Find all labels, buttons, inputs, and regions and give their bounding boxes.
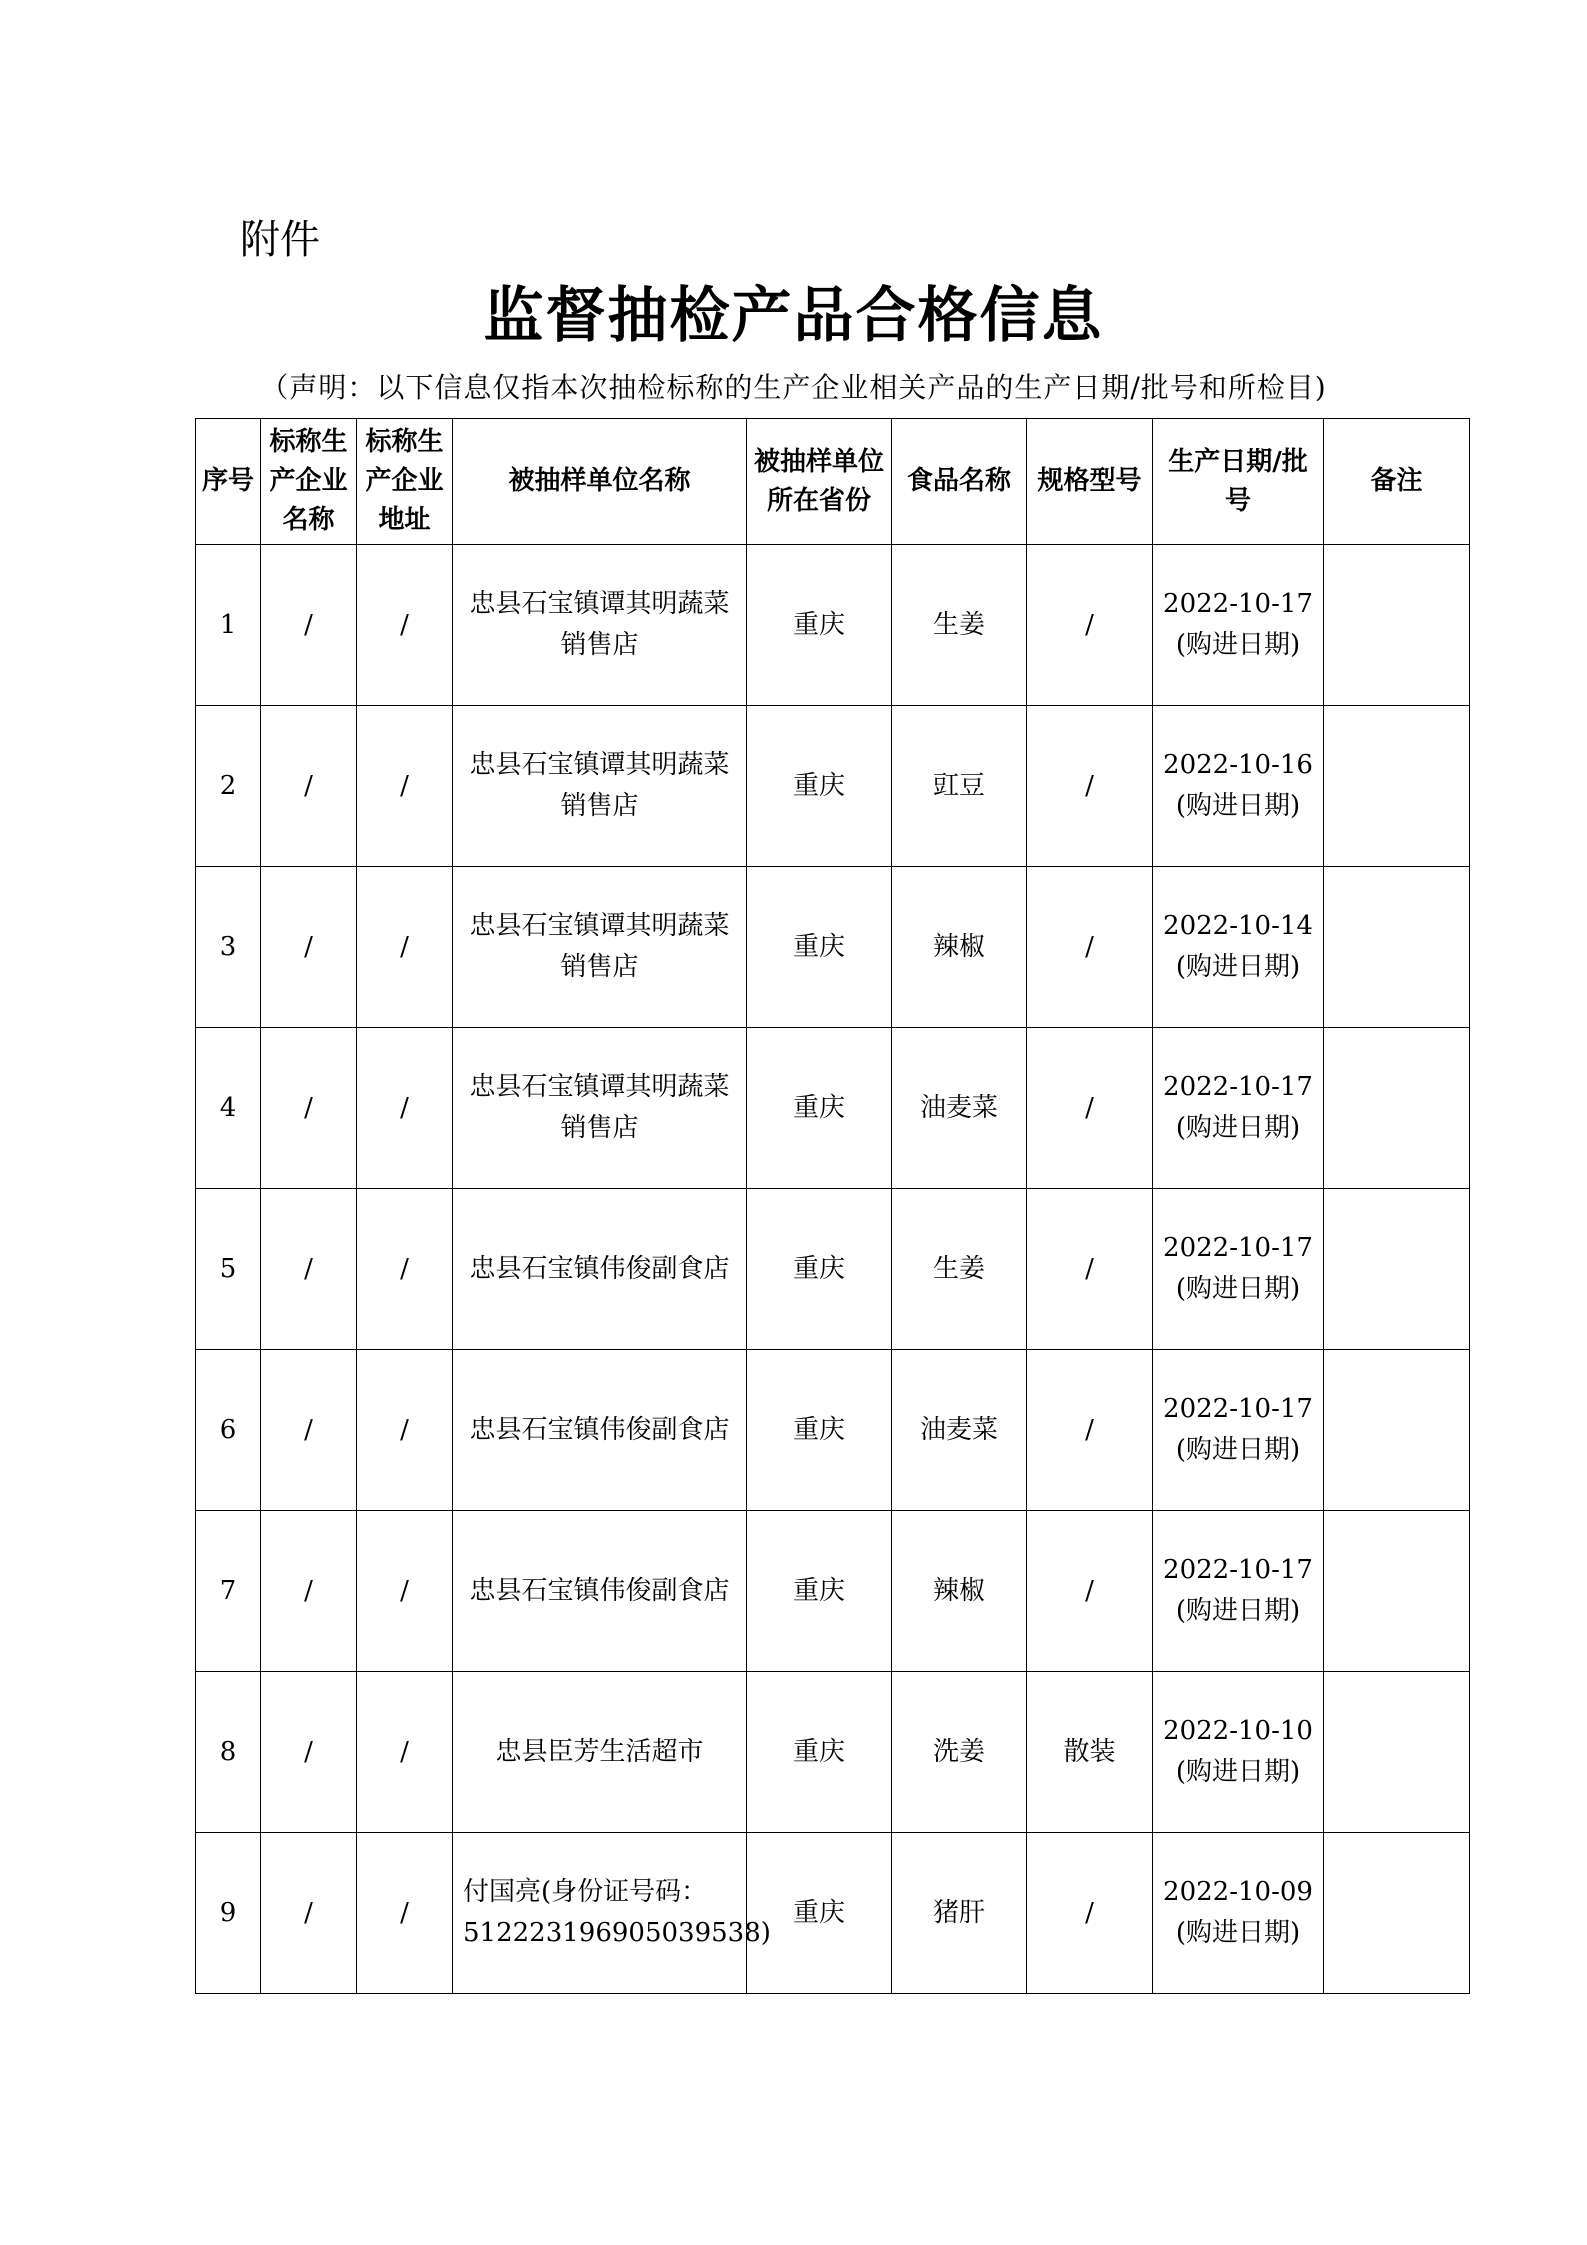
food-name-cell: 油麦菜: [892, 1028, 1027, 1189]
sampled-unit-name-cell: 忠县石宝镇谭其明蔬菜销售店: [453, 706, 747, 867]
header-cell: 规格型号: [1027, 419, 1153, 545]
header-cell: 备注: [1324, 419, 1470, 545]
specification-cell: /: [1027, 706, 1153, 867]
row-number-cell: 9: [196, 1833, 261, 1994]
specification-cell: /: [1027, 1511, 1153, 1672]
manufacturer-address-cell: /: [357, 1350, 453, 1511]
table-row: [196, 1350, 1470, 1511]
food-name-cell: 生姜: [892, 545, 1027, 706]
document-title: 监督抽检产品合格信息: [483, 281, 1104, 351]
manufacturer-address-cell: /: [357, 1672, 453, 1833]
header-cell: 食品名称: [892, 419, 1027, 545]
row-number-cell: 2: [196, 706, 261, 867]
production-date-cell: [1153, 1672, 1324, 1833]
disclaimer-note: （声明：以下信息仅指本次抽检标称的生产企业相关产品的生产日期/批号和所检目): [260, 371, 1327, 404]
province-cell: 重庆: [747, 545, 892, 706]
specification-cell: /: [1027, 1028, 1153, 1189]
attachment-label: 附件: [240, 217, 320, 263]
date-value: 2022-10-17: [1163, 1233, 1313, 1263]
manufacturer-address-cell: /: [357, 1511, 453, 1672]
date-note: (购进日期): [1175, 1596, 1301, 1626]
food-name-cell: 洗姜: [892, 1672, 1027, 1833]
manufacturer-name-cell: /: [261, 545, 357, 706]
production-date-cell: [1153, 1350, 1324, 1511]
manufacturer-name-cell: /: [261, 1511, 357, 1672]
header-cell: 序号: [196, 419, 261, 545]
manufacturer-address-cell: /: [357, 1189, 453, 1350]
manufacturer-name-cell: /: [261, 706, 357, 867]
table-row: [196, 706, 1470, 867]
date-note: (购进日期): [1175, 1435, 1301, 1465]
sampled-unit-name-cell: 忠县石宝镇伟俊副食店: [453, 1511, 747, 1672]
specification-cell: /: [1027, 1189, 1153, 1350]
production-date-cell: [1153, 545, 1324, 706]
inspection-results-table: [195, 418, 1470, 1994]
sampled-unit-name-cell: 忠县石宝镇谭其明蔬菜销售店: [453, 1028, 747, 1189]
date-note: (购进日期): [1175, 952, 1301, 982]
header-cell: 标称生产企业名称: [261, 419, 357, 545]
manufacturer-name-cell: /: [261, 867, 357, 1028]
food-name-cell: 辣椒: [892, 1511, 1027, 1672]
remark-cell: [1324, 706, 1470, 867]
province-cell: 重庆: [747, 1350, 892, 1511]
table-header-row: [196, 419, 1470, 545]
table-row: [196, 867, 1470, 1028]
food-name-cell: 生姜: [892, 1189, 1027, 1350]
production-date-cell: [1153, 1833, 1324, 1994]
date-value: 2022-10-10: [1163, 1716, 1313, 1746]
province-cell: 重庆: [747, 706, 892, 867]
manufacturer-address-cell: /: [357, 545, 453, 706]
manufacturer-name-cell: /: [261, 1189, 357, 1350]
sampled-unit-name-cell: 忠县石宝镇伟俊副食店: [453, 1350, 747, 1511]
date-value: 2022-10-17: [1163, 1555, 1313, 1585]
row-number-cell: 5: [196, 1189, 261, 1350]
sampled-unit-name-cell: 忠县石宝镇谭其明蔬菜销售店: [453, 545, 747, 706]
specification-cell: /: [1027, 1350, 1153, 1511]
manufacturer-name-cell: /: [261, 1028, 357, 1189]
row-number-cell: 6: [196, 1350, 261, 1511]
date-value: 2022-10-09: [1163, 1877, 1313, 1907]
row-number-cell: 7: [196, 1511, 261, 1672]
date-value: 2022-10-17: [1163, 589, 1313, 619]
sampled-unit-name-cell: 忠县臣芳生活超市: [453, 1672, 747, 1833]
manufacturer-name-cell: /: [261, 1833, 357, 1994]
row-number-cell: 4: [196, 1028, 261, 1189]
remark-cell: [1324, 1189, 1470, 1350]
food-name-cell: 辣椒: [892, 867, 1027, 1028]
food-name-cell: 猪肝: [892, 1833, 1027, 1994]
remark-cell: [1324, 1672, 1470, 1833]
row-number-cell: 1: [196, 545, 261, 706]
sampled-unit-name-cell: 付国亮(身份证号码：512223196905039538): [453, 1833, 747, 1994]
header-cell: 被抽样单位名称: [453, 419, 747, 545]
table-row: [196, 1672, 1470, 1833]
remark-cell: [1324, 545, 1470, 706]
production-date-cell: [1153, 1028, 1324, 1189]
header-cell: 被抽样单位所在省份: [747, 419, 892, 545]
manufacturer-address-cell: /: [357, 1833, 453, 1994]
sampled-unit-name-cell: 忠县石宝镇伟俊副食店: [453, 1189, 747, 1350]
remark-cell: [1324, 1511, 1470, 1672]
row-number-cell: 3: [196, 867, 261, 1028]
date-note: (购进日期): [1175, 1113, 1301, 1143]
table-row: [196, 1189, 1470, 1350]
date-note: (购进日期): [1175, 630, 1301, 660]
manufacturer-address-cell: /: [357, 706, 453, 867]
remark-cell: [1324, 867, 1470, 1028]
production-date-cell: [1153, 1511, 1324, 1672]
date-note: (购进日期): [1175, 791, 1301, 821]
date-value: 2022-10-16: [1163, 750, 1313, 780]
food-name-cell: 豇豆: [892, 706, 1027, 867]
row-number-cell: 8: [196, 1672, 261, 1833]
food-name-cell: 油麦菜: [892, 1350, 1027, 1511]
date-note: (购进日期): [1175, 1918, 1301, 1948]
table-row: [196, 1511, 1470, 1672]
province-cell: 重庆: [747, 867, 892, 1028]
remark-cell: [1324, 1028, 1470, 1189]
production-date-cell: [1153, 1189, 1324, 1350]
manufacturer-address-cell: /: [357, 867, 453, 1028]
manufacturer-name-cell: /: [261, 1350, 357, 1511]
manufacturer-address-cell: /: [357, 1028, 453, 1189]
table-row: [196, 545, 1470, 706]
province-cell: 重庆: [747, 1833, 892, 1994]
specification-cell: /: [1027, 1833, 1153, 1994]
date-note: (购进日期): [1175, 1757, 1301, 1787]
header-cell: 生产日期/批号: [1153, 419, 1324, 545]
specification-cell: /: [1027, 545, 1153, 706]
province-cell: 重庆: [747, 1189, 892, 1350]
sampled-unit-name-cell: 忠县石宝镇谭其明蔬菜销售店: [453, 867, 747, 1028]
production-date-cell: [1153, 867, 1324, 1028]
manufacturer-name-cell: /: [261, 1672, 357, 1833]
province-cell: 重庆: [747, 1511, 892, 1672]
remark-cell: [1324, 1350, 1470, 1511]
table-row: [196, 1833, 1470, 1994]
date-value: 2022-10-17: [1163, 1072, 1313, 1102]
date-note: (购进日期): [1175, 1274, 1301, 1304]
remark-cell: [1324, 1833, 1470, 1994]
production-date-cell: [1153, 706, 1324, 867]
province-cell: 重庆: [747, 1028, 892, 1189]
specification-cell: 散装: [1027, 1672, 1153, 1833]
table-row: [196, 1028, 1470, 1189]
date-value: 2022-10-17: [1163, 1394, 1313, 1424]
date-value: 2022-10-14: [1163, 911, 1313, 941]
specification-cell: /: [1027, 867, 1153, 1028]
province-cell: 重庆: [747, 1672, 892, 1833]
header-cell: 标称生产企业地址: [357, 419, 453, 545]
